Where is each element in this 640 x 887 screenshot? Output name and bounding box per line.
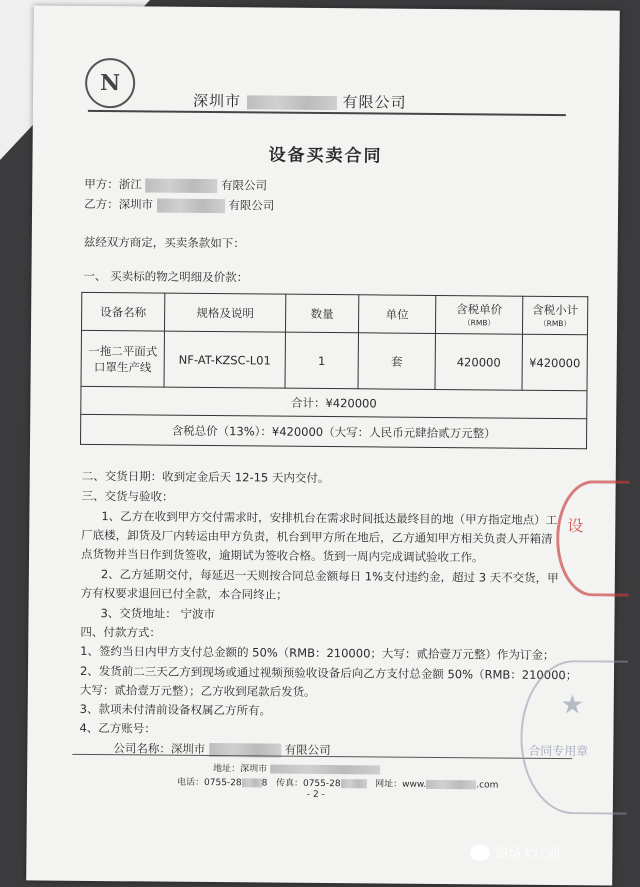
subtotal-cell: 合计：¥420000 <box>81 386 587 418</box>
table-cell: 1 <box>285 332 358 389</box>
company-header-suffix: 有限公司 <box>342 93 407 112</box>
party-b <box>84 196 274 214</box>
party-a-prefix: 甲方：浙江 <box>84 176 142 192</box>
header-cell: 含税单价 （RMB） <box>435 295 522 334</box>
clause: 1、乙方在收到甲方交付需求时，安排机台在需求时间抵达最终目的地（甲方指定地点）工 <box>101 509 558 528</box>
clause: 3、交货地址： 宁波市 <box>100 606 216 622</box>
contract-seal-stamp: ★ 合同专用章 <box>520 660 628 815</box>
red-seal-stamp: 设 <box>556 480 630 597</box>
total-row <box>81 414 587 448</box>
clause: 四、付款方式： <box>80 624 161 640</box>
table-cell: ¥420000 <box>522 334 587 391</box>
items-table <box>80 292 588 449</box>
table-header-row <box>81 292 587 334</box>
section-1-heading: 一、 买卖标的物之明细及价款： <box>83 268 249 285</box>
company-logo-icon: N <box>85 58 135 108</box>
redacted-block <box>145 178 217 193</box>
company-header-prefix: 深圳市 <box>192 91 242 111</box>
clause: 二、交货日期：收到定金后天 12-15 天内交付。 <box>81 468 330 486</box>
wechat-icon <box>470 845 490 861</box>
redacted-block <box>242 778 262 787</box>
payee-company-prefix: 公司名称：深圳市 <box>113 741 206 756</box>
redacted-block <box>247 95 337 110</box>
table-cell: 套 <box>358 333 435 390</box>
header-cell: 规格及说明 <box>164 293 285 332</box>
party-a <box>84 176 267 194</box>
redacted-block <box>426 780 476 789</box>
payee-company-suffix: 有限公司 <box>284 742 331 758</box>
page-number: - 2 - <box>306 789 325 801</box>
watermark <box>470 843 560 862</box>
clause: 2、乙方延期交付，每延迟一天则按合同总金额每日 1%支付违约金，超过 3 天不交货，甲 <box>100 567 559 586</box>
header-cell: 设备名称 <box>81 292 164 331</box>
document-title: 设备买卖合同 <box>268 145 383 167</box>
footer-contacts: 电话：0755-28 8 传真：0755-28 网址：www. .com <box>177 777 499 791</box>
party-b-suffix: 有限公司 <box>228 198 275 213</box>
clause: 方有权要求退回已付全款，本合同终止； <box>80 585 288 602</box>
party-a-suffix: 有限公司 <box>221 178 268 193</box>
table-cell: NF-AT-KZSC-L01 <box>164 331 285 388</box>
table-cell: 420000 <box>435 333 522 390</box>
intro-text: 兹经双方商定，买卖条款如下： <box>83 234 245 251</box>
clause: 2、发货前二三天乙方到现场或通过视频预验收设备后向乙方支付总金额 50%（RMB：210000； <box>79 663 578 683</box>
redacted-block <box>341 779 367 788</box>
star-icon: ★ <box>560 690 585 721</box>
clause: 厂底楼，卸货及厂内转运由甲方负责，机台到甲方所在地后，乙方通知甲方相关负责人开箱清 <box>81 527 553 547</box>
contract-page <box>26 5 620 885</box>
clause: 三、交货与验收： <box>81 488 174 504</box>
clause: 4、乙方账号： <box>79 720 156 736</box>
redacted-block <box>270 765 380 775</box>
subtotal-row <box>81 386 587 418</box>
header-cell: 数量 <box>285 294 358 333</box>
party-b-prefix: 乙方：深圳市 <box>84 196 154 212</box>
total-cell: 含税总价（13%）：¥420000（大写：人民币元肆拾贰万元整） <box>81 414 587 448</box>
header-cell: 含税小计 （RMB） <box>522 296 587 335</box>
clause: 点货物并当日作到货签收，逾期试为签收合格。货到一周内完成调试验收工作。 <box>80 546 484 565</box>
clause: 3、款项未付清前设备权属乙方所有。 <box>79 701 272 718</box>
redacted-block <box>157 198 225 213</box>
clause: 1、签约当日内甲方支付总金额的 50%（RMB：210000；大写：贰拾壹万元整）作为订金； <box>80 643 555 663</box>
header-cell: 单位 <box>358 295 435 334</box>
clause: 大写：贰拾壹万元整）；乙方收到尾款后发货。 <box>79 682 316 699</box>
company-header <box>193 90 407 113</box>
table-row <box>81 330 587 390</box>
watermark-text: 职场大江湖 <box>495 847 561 862</box>
table-cell: 一拖二平面式口罩生产线 <box>81 330 164 387</box>
footer-address: 地址：深圳市 <box>213 761 380 775</box>
